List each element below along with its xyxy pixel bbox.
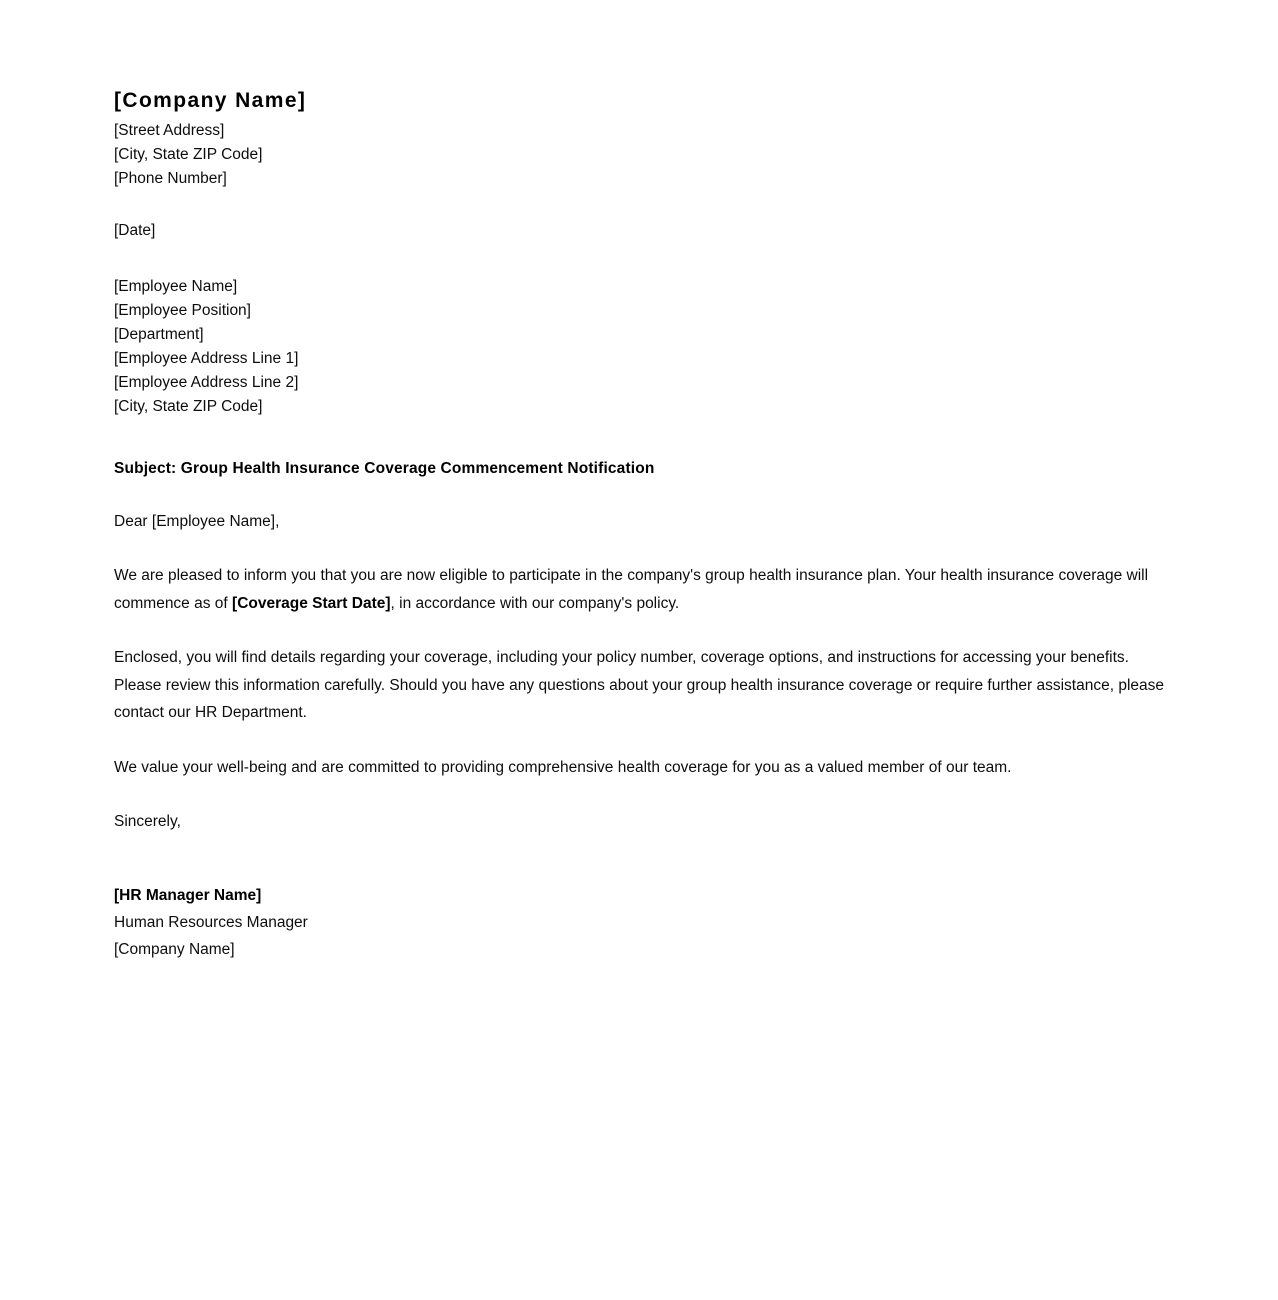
company-name-heading: [Company Name] xyxy=(114,89,307,112)
spacer-before-signoff xyxy=(114,781,1170,808)
subject-line: Subject: Group Health Insurance Coverage Commencement Notification xyxy=(114,460,655,477)
spacer-before-subject xyxy=(114,419,1170,457)
recipient-employee-position: [Employee Position] xyxy=(114,302,251,319)
signature-manager-name: [HR Manager Name] xyxy=(114,887,262,904)
spacer-before-salutation xyxy=(114,481,1170,508)
company-phone-number: [Phone Number] xyxy=(114,170,227,187)
spacer-before-paragraph-2 xyxy=(114,617,1170,644)
coverage-start-date-placeholder: [Coverage Start Date] xyxy=(232,594,391,612)
letter-date: [Date] xyxy=(114,222,156,239)
recipient-address-line-2: [Employee Address Line 2] xyxy=(114,374,299,391)
recipient-employee-name: [Employee Name] xyxy=(114,278,238,295)
paragraph-1-text-part-2: , in accordance with our company's policy. xyxy=(390,594,680,612)
company-header-block xyxy=(114,88,1170,191)
paragraph-3: We value your well-being and are committed to providing comprehensive health coverage for you as a valued member of our team. xyxy=(114,758,1012,776)
spacer-before-date xyxy=(114,191,1170,219)
recipient-address-line-1: [Employee Address Line 1] xyxy=(114,350,299,367)
recipient-department: [Department] xyxy=(114,326,204,343)
recipient-address-block xyxy=(114,275,1170,419)
spacer-before-paragraph-1 xyxy=(114,535,1170,562)
company-city-state-zip: [City, State ZIP Code] xyxy=(114,146,263,163)
paragraph-1 xyxy=(114,562,1170,617)
company-street-address: [Street Address] xyxy=(114,122,225,139)
recipient-city-state-zip: [City, State ZIP Code] xyxy=(114,398,263,415)
signature-company-name: [Company Name] xyxy=(114,941,235,958)
letter-body xyxy=(114,88,1170,963)
signature-block xyxy=(114,882,1170,963)
paragraph-2: Enclosed, you will find details regarding your coverage, including your policy number, coverage options, and instructions for accessing your benefits. Please review this information carefully. Should you have any questions about your group health insurance coverage or require further assistance, please contact our HR Department. xyxy=(114,649,1165,721)
signature-manager-title: Human Resources Manager xyxy=(114,914,308,931)
salutation: Dear [Employee Name], xyxy=(114,513,280,530)
spacer-before-signature xyxy=(114,835,1170,882)
spacer-before-paragraph-3 xyxy=(114,727,1170,754)
paragraph-1-text-part-1: We are pleased to inform you that you are now eligible to participate in the company's group health insurance plan. Your health insurance coverage will commence as of xyxy=(114,567,1149,612)
signoff: Sincerely, xyxy=(114,813,181,830)
spacer-before-recipient xyxy=(114,243,1170,275)
